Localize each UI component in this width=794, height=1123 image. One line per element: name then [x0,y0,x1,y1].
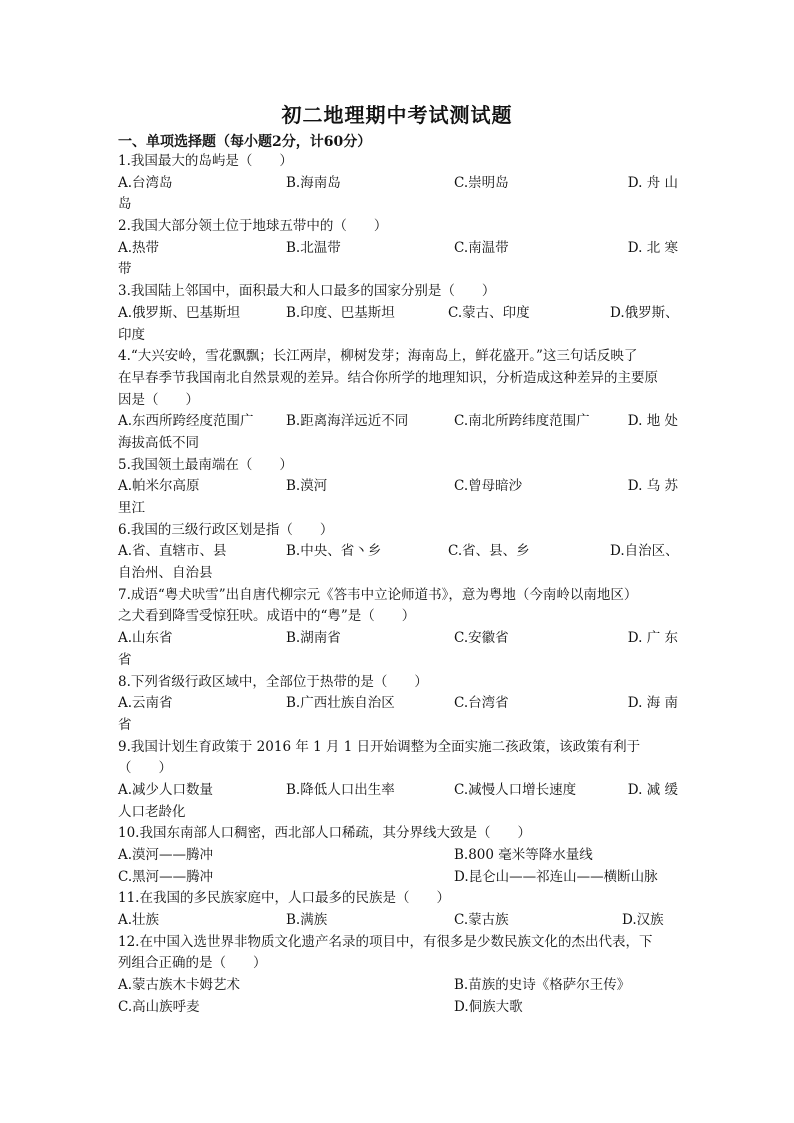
question-stem: 3.我国陆上邻国中，面积最大和人口最多的国家分别是（ ） [118,283,496,300]
option-d-continued: 带 [118,261,132,278]
question-stem: 2.我国大部分领土位于地球五带中的（ ） [118,218,388,235]
option-d-continued: 自治州、自治县 [118,565,213,582]
option-d: D.侗族大歌 [454,998,523,1015]
option-d: D.自治区、 [610,543,679,560]
option-d: D. 海 南 [627,695,678,712]
question-stem-continued: 在早春季节我国南北自然景观的差异。结合你所学的地理知识，分析造成这种差异的主要原 [118,369,658,386]
question-stem: 9.我国计划生育政策于 2016 年 1 月 1 日开始调整为全面实施二孩政策，该政策有利于 [118,738,641,755]
option-b: B.北温带 [286,239,341,256]
option-a: A.省、直辖市、县 [118,543,227,560]
question-stem-continued: 列组合正确的是（ ） [118,955,267,972]
question-stem: 6.我国的三级行政区划是指（ ） [118,521,334,538]
question-stem: 8.下列省级行政区域中，全部位于热带的是（ ） [118,673,428,690]
question-stem: 7.成语“粤犬吠雪”出自唐代柳宗元《答韦中立论师道书》，意为粤地（今南岭以南地区） [118,586,638,603]
options-row [118,845,678,867]
option-b: B.广西壮族自治区 [286,695,395,712]
options-row [118,303,678,325]
option-a: A.减少人口数量 [118,781,214,798]
section-heading: 一、单项选择题（每小题2分，计60分） [118,134,372,150]
options-row [118,867,678,889]
option-d-continued: 岛 [118,196,132,213]
options-row [118,780,678,802]
option-d: D. 乌 苏 [627,478,678,495]
option-c: C.黑河——腾冲 [118,868,214,885]
options-row [118,628,678,650]
option-a: A.台湾岛 [118,174,173,191]
options-row [118,541,678,563]
question-stem: 5.我国领土最南端在（ ） [118,456,293,473]
options-row [118,693,678,715]
option-b: B.漠河 [286,478,328,495]
option-c: C.省、县、乡 [448,543,530,560]
option-b: B.海南岛 [286,174,341,191]
option-c: C.蒙古、印度 [448,304,530,321]
option-b: B.800 毫米等降水量线 [454,847,593,863]
option-b: B.降低人口出生率 [286,781,395,798]
options-row [118,997,678,1019]
option-c: C.曾母暗沙 [454,478,523,495]
option-d: D.俄罗斯、 [610,304,679,321]
option-d: D.昆仑山——祁连山——横断山脉 [454,868,658,885]
option-a: A.蒙古族木卡姆艺术 [118,977,241,994]
option-a: A.云南省 [118,695,173,712]
option-b: B.湖南省 [286,630,341,647]
option-d: D. 广 东 [627,630,678,647]
option-d-continued: 里江 [118,500,145,516]
option-a: A.帕米尔高原 [118,478,200,495]
option-b: B.中央、省丶乡 [286,543,382,560]
option-d-continued: 人口老龄化 [118,803,186,820]
option-b: B.满族 [286,912,328,929]
option-b: B.距离海洋远近不同 [286,413,409,430]
option-d: D.汉族 [622,912,664,929]
options-row [118,411,678,433]
option-c: C.台湾省 [454,695,509,712]
question-stem: 10.我国东南部人口稠密，西北部人口稀疏，其分界线大致是（ ） [118,825,531,842]
option-c: C.蒙古族 [454,912,509,929]
option-d: D. 北 寒 [627,239,678,256]
question-list [118,151,678,1019]
question-stem: 12.在中国入选世界非物质文化遗产名录的项目中，有很多是少数民族文化的杰出代表，下 [118,933,653,950]
option-c: C.高山族呼麦 [118,998,200,1015]
options-row [118,910,678,932]
option-d: D. 减 缓 [627,781,678,798]
options-row [118,238,678,260]
question-stem: 1.我国最大的岛屿是（ ） [118,153,293,169]
option-a: A.热带 [118,239,160,256]
option-a: A.东西所跨经度范围广 [118,413,254,430]
question-stem: 4.“大兴安岭，雪花飘飘；长江两岸，柳树发芽；海南岛上，鲜花盛开。”这三句话反映了 [118,348,638,365]
option-d: D. 地 处 [627,413,678,430]
option-c: C.南温带 [454,239,509,256]
page-title: 初二地理期中考试测试题 [281,103,513,127]
option-d-continued: 海拔高低不同 [118,434,199,451]
option-a: A.壮族 [118,912,160,929]
question-stem-continued: 因是（ ） [118,391,199,408]
option-d-continued: 省 [118,716,132,733]
options-row [118,173,678,195]
question-stem-continued: （ ） [118,760,172,777]
option-a: A.俄罗斯、巴基斯坦 [118,304,241,321]
option-c: C.安徽省 [454,630,509,647]
question-stem: 11.在我国的多民族家庭中，人口最多的民族是（ ） [118,890,450,907]
options-row [118,476,678,498]
option-b: B.苗族的史诗《格萨尔王传》 [454,977,631,994]
option-a: A.山东省 [118,630,173,647]
option-a: A.漠河——腾冲 [118,847,214,863]
option-c: C.减慢人口增长速度 [454,781,577,798]
option-c: C.南北所跨纬度范围广 [454,413,590,430]
option-d-continued: 印度 [118,326,145,343]
option-b: B.印度、巴基斯坦 [286,304,395,321]
option-d: D. 舟 山 [627,174,678,191]
option-d-continued: 省 [118,651,132,668]
option-c: C.崇明岛 [454,174,509,191]
options-row [118,975,678,997]
question-stem-continued: 之犬看到降雪受惊狂吠。成语中的“粤”是（ ） [118,608,416,625]
